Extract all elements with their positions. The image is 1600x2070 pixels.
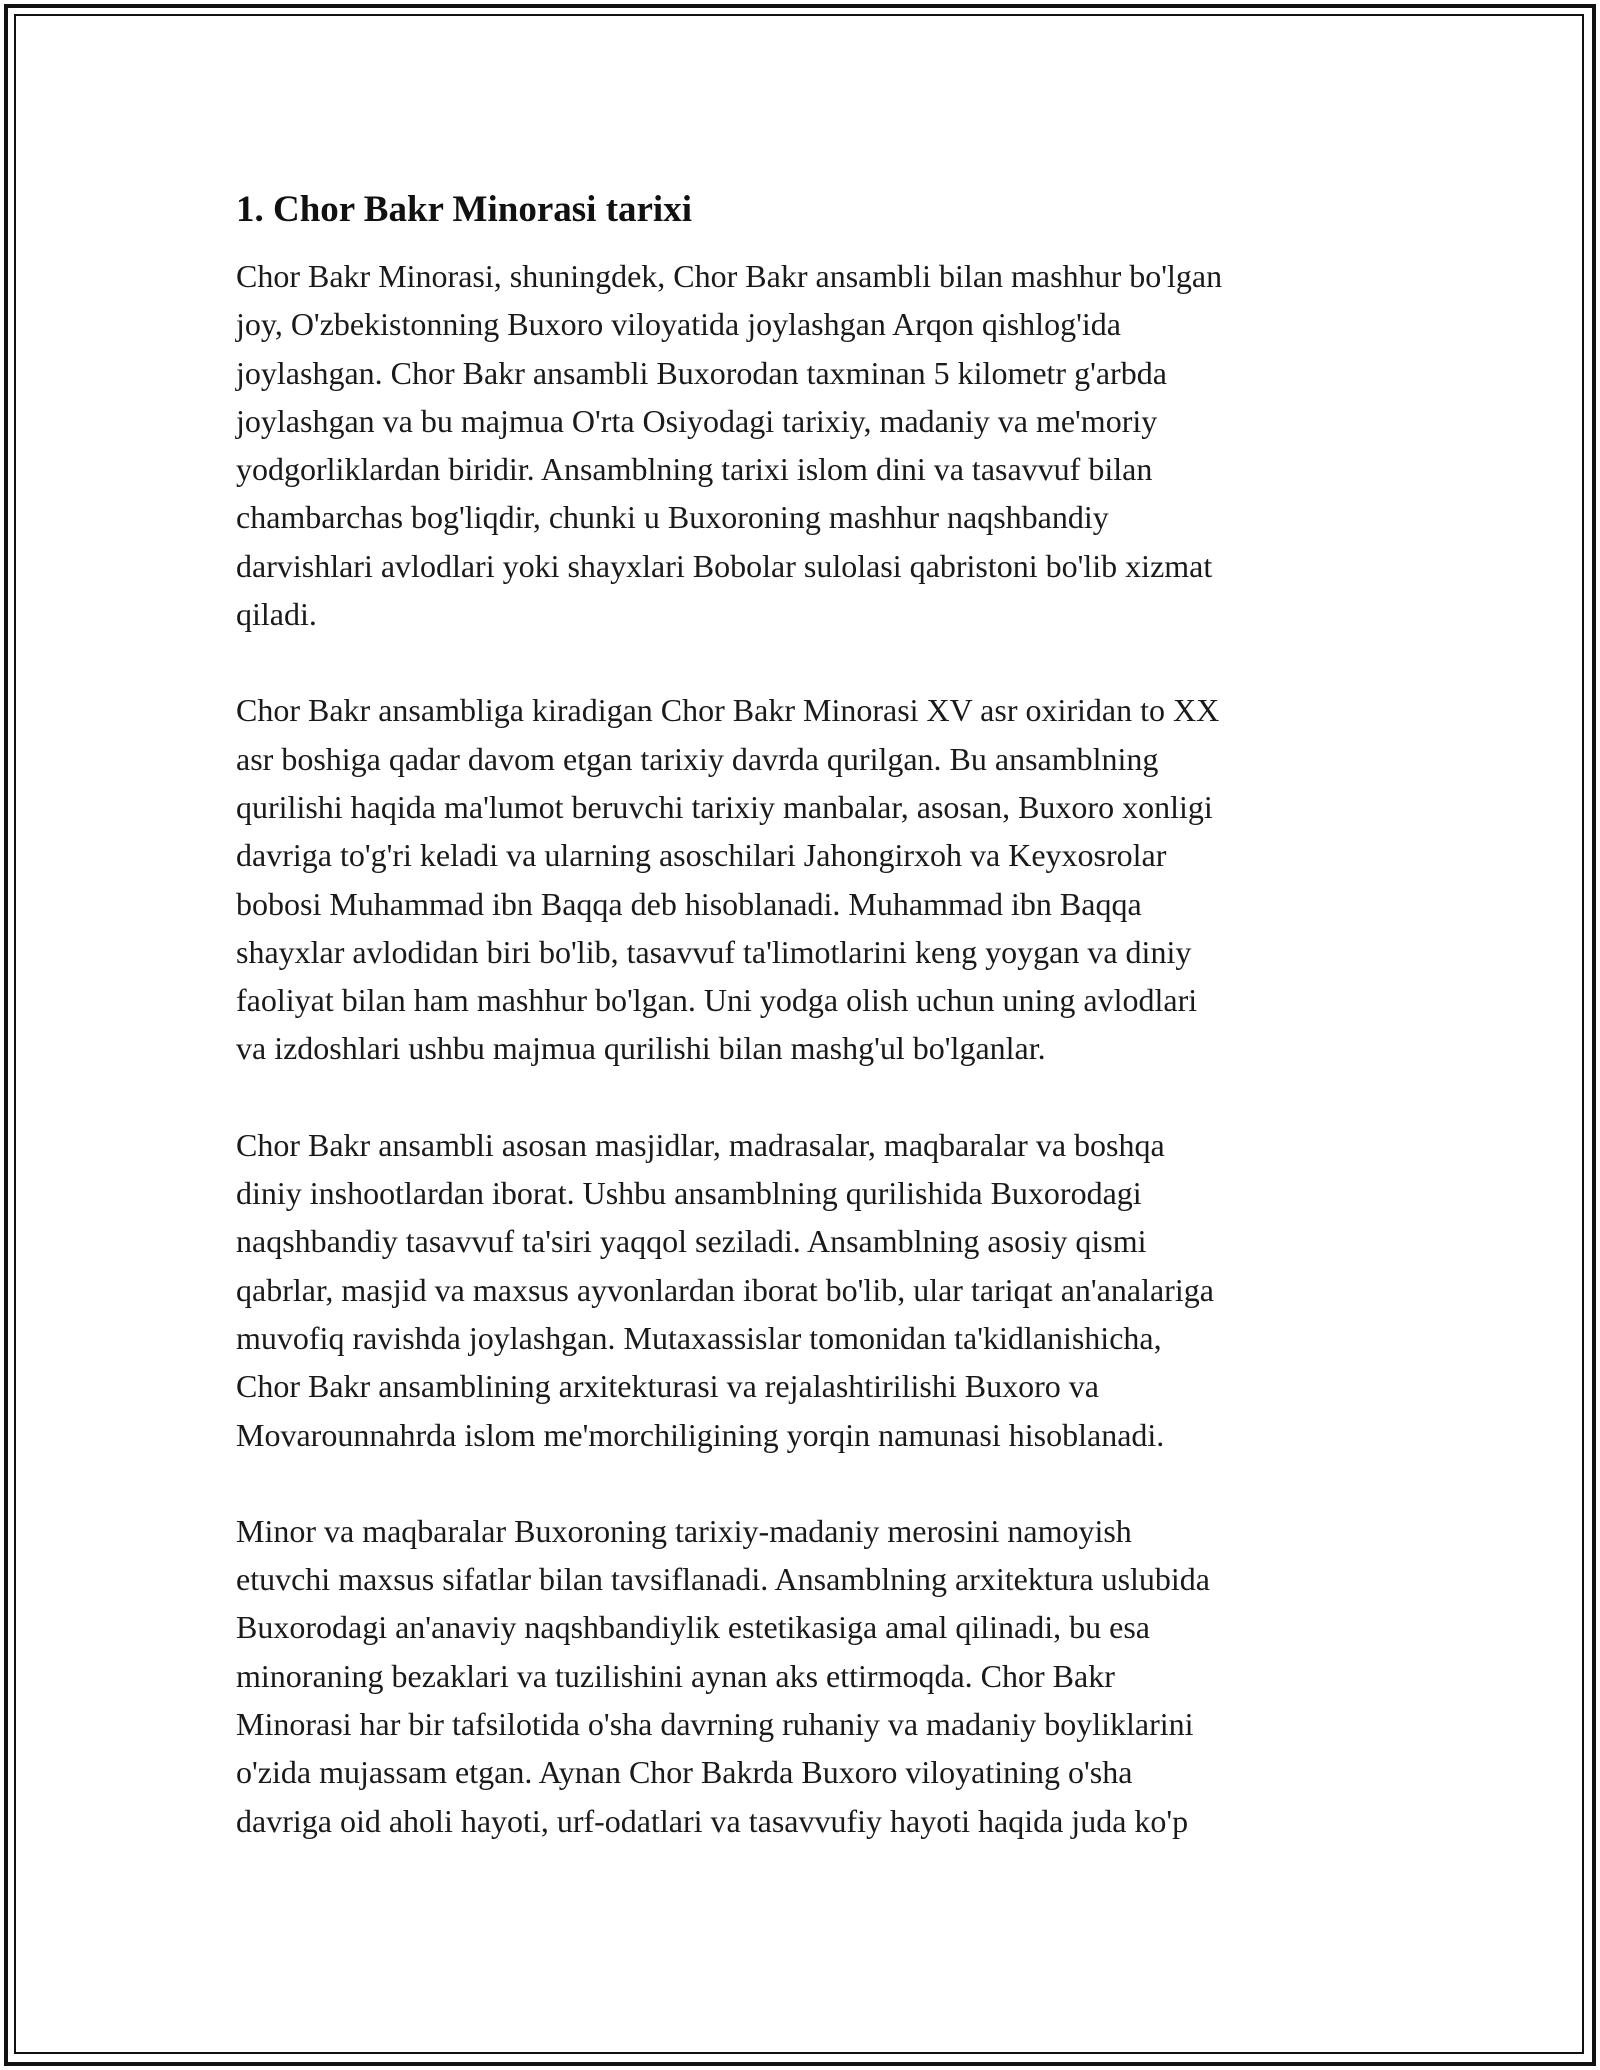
document-body (236, 186, 1386, 1893)
paragraph-3: Chor Bakr ansambli asosan masjidlar, madrasalar, maqbaralar va boshqa diniy inshootlardan iborat. Ushbu ansamblning qurilishida Buxorodagi naqshbandiy tasavvuf ta'siri yaqqol seziladi. Ansamblning asosiy qismi qabrlar, masjid va maxsus ayvonlardan iborat bo'lib, ular tariqat an'analariga muvofiq ravishda joylashgan. Mutaxassislar tomonidan ta'kidlanishicha, Chor Bakr ansamblining arxitekturasi va rejalashtirilishi Buxoro va Movarounnahrda islom me'morchiligining yorqin namunasi hisoblanadi. (236, 1126, 1214, 1453)
paragraph-4: Minor va maqbaralar Buxoroning tarixiy-madaniy merosini namoyish etuvchi maxsus sifatlar bilan tavsiflanadi. Ansamblning arxitektura uslubida Buxorodagi an'anaviy naqshbandiylik estetikasiga amal qilinadi, bu esa minoraning bezaklari va tuzilishini aynan aks ettirmoqda. Chor Bakr Minorasi har bir tafsilotida o'sha davrning ruhaniy va madaniy boyliklarini o'zida mujassam etgan. Aynan Chor Bakrda Buxoro viloyatining o'sha davriga oid aholi hayoti, urf-odatlari va tasavvufiy hayoti haqida juda ko'p (236, 1512, 1210, 1839)
paragraph-2: Chor Bakr ansambliga kiradigan Chor Bakr Minorasi XV asr oxiridan to XX asr boshiga qadar davom etgan tarixiy davrda qurilgan. Bu ansamblning qurilishi haqida ma'lumot beruvchi tarixiy manbalar, asosan, Buxoro xonligi davriga to'g'ri keladi va ularning asoschilari Jahongirxoh va Keyxosrolar bobosi Muhammad ibn Baqqa deb hisoblanadi. Muhammad ibn Baqqa shayxlar avlodidan biri bo'lib, tasavvuf ta'limotlarini keng yoygan va diniy faoliyat bilan ham mashhur bo'lgan. Uni yodga olish uchun uning avlodlari va izdoshlari ushbu majmua qurilishi bilan mashg'ul bo'lganlar. (236, 692, 1220, 1067)
paragraph-1: Chor Bakr Minorasi, shuningdek, Chor Bakr ansambli bilan mashhur bo'lgan joy, O'zbekistonning Buxoro viloyatida joylashgan Arqon qishlog'ida joylashgan. Chor Bakr ansambli Buxorodan taxminan 5 kilometr g'arbda joylashgan va bu majmua O'rta Osiyodagi tarixiy, madaniy va me'moriy yodgorliklardan biridir. Ansamblning tarixi islom dini va tasavvuf bilan chambarchas bog'liqdir, chunki u Buxoroning mashhur naqshbandiy darvishlari avlodlari yoki shayxlari Bobolar sulolasi qabristoni bo'lib xizmat qiladi. (236, 258, 1223, 633)
section-heading: 1. Chor Bakr Minorasi tarixi (236, 189, 692, 230)
